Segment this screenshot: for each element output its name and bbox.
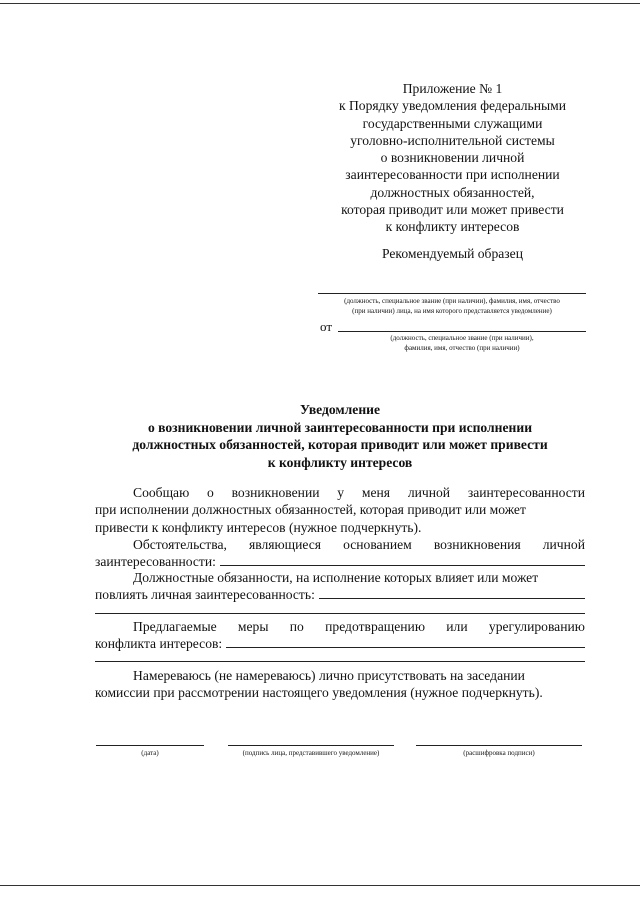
paragraph-report bbox=[95, 484, 585, 536]
addressee-hint-line: (должность, специальное звание (при наличии), фамилия, имя, отчество bbox=[344, 297, 560, 305]
appendix-line: которая приводит или может привести bbox=[341, 202, 564, 218]
paragraph-line: Должностные обязанности, на исполнение которых влияет или может bbox=[133, 570, 539, 585]
date-caption: (дата) bbox=[141, 749, 159, 757]
appendix-line: к конфликту интересов bbox=[385, 219, 520, 235]
measures-fill-line[interactable] bbox=[226, 635, 585, 648]
appendix-line: уголовно-исполнительной системы bbox=[350, 132, 555, 148]
field-label: конфликта интересов: bbox=[95, 636, 223, 652]
from-field-line bbox=[338, 331, 586, 332]
appendix-line: к Порядку уведомления федеральными bbox=[338, 98, 567, 114]
addressee-hint bbox=[318, 296, 586, 316]
paragraph-line: Намереваюсь (не намереваюсь) лично присутствовать на заседании bbox=[133, 668, 525, 683]
notice-title-line: к конфликту интересов bbox=[267, 454, 413, 470]
word: основанием bbox=[343, 537, 412, 552]
signature-caption: (подпись лица, представившего уведомление) bbox=[242, 749, 380, 757]
from-hint bbox=[338, 333, 586, 353]
appendix-line: должностных обязанностей, bbox=[370, 184, 535, 200]
duties-fill-line[interactable] bbox=[319, 586, 585, 599]
paragraph-line bbox=[95, 484, 585, 501]
word: по bbox=[289, 619, 304, 634]
bottom-edge-rule bbox=[0, 885, 640, 886]
word: личной bbox=[542, 537, 585, 552]
word: урегулированию bbox=[488, 619, 585, 634]
paragraph-circumstances bbox=[95, 536, 585, 571]
notice-title-line: должностных обязанностей, которая приводит или может привести bbox=[132, 437, 548, 452]
notice-title bbox=[95, 401, 585, 471]
field-label: повлиять личная заинтересованность: bbox=[95, 587, 315, 603]
word: возникновении bbox=[231, 485, 320, 500]
paragraph-line bbox=[95, 536, 585, 553]
word: меры bbox=[237, 619, 269, 634]
paragraph-line bbox=[95, 618, 585, 635]
appendix-line: о возникновении личной bbox=[380, 150, 525, 166]
paragraph-line bbox=[95, 586, 585, 603]
paragraph-line: при исполнении должностных обязанностей, которая приводит или может bbox=[95, 502, 526, 518]
word: возникновения bbox=[433, 537, 521, 552]
word: Обстоятельства, bbox=[133, 537, 227, 552]
word: предотвращению bbox=[325, 619, 425, 634]
word: личной bbox=[407, 485, 451, 500]
date-line[interactable] bbox=[96, 745, 204, 746]
from-hint-line: фамилия, имя, отчество (при наличии) bbox=[404, 344, 520, 352]
paragraph-measures bbox=[95, 618, 585, 653]
recommended-sample-label: Рекомендуемый образец bbox=[382, 246, 523, 261]
word: являющиеся bbox=[248, 537, 322, 552]
word: о bbox=[207, 485, 214, 500]
measures-extra-line[interactable] bbox=[95, 661, 585, 662]
appendix-line: Приложение № 1 bbox=[402, 81, 503, 96]
word: Предлагаемые bbox=[133, 619, 217, 634]
appendix-line: заинтересованности при исполнении bbox=[345, 167, 560, 183]
signature-line[interactable] bbox=[228, 745, 394, 746]
paragraph-line: привести к конфликту интересов (нужное подчеркнуть). bbox=[95, 519, 422, 535]
addressee-field-line bbox=[318, 293, 586, 294]
addressee-hint-line: (при наличии) лица, на имя которого представляется уведомление) bbox=[352, 307, 552, 315]
notice-title-line: Уведомление bbox=[299, 402, 381, 417]
word: у bbox=[337, 485, 345, 500]
paragraph-line: комиссии при рассмотрении настоящего уведомления (нужное подчеркнуть). bbox=[95, 685, 543, 701]
word: Сообщаю bbox=[133, 485, 190, 500]
duties-extra-line[interactable] bbox=[95, 613, 585, 614]
decoding-line[interactable] bbox=[416, 745, 582, 746]
from-label: от bbox=[320, 319, 333, 334]
circumstances-fill-line[interactable] bbox=[220, 553, 585, 566]
paragraph-duties bbox=[95, 569, 585, 604]
from-hint-line: (должность, специальное звание (при наличии), bbox=[390, 334, 534, 342]
word: меня bbox=[361, 485, 391, 500]
appendix-header bbox=[320, 80, 585, 236]
top-edge-rule bbox=[0, 3, 640, 4]
paragraph-line bbox=[95, 635, 585, 652]
paragraph-attendance bbox=[95, 667, 585, 702]
notice-title-line: о возникновении личной заинтересованности при исполнении bbox=[147, 419, 533, 435]
word: заинтересованности bbox=[467, 485, 585, 500]
field-label: заинтересованности: bbox=[95, 554, 216, 570]
word: или bbox=[446, 619, 468, 634]
appendix-line: государственными служащими bbox=[362, 115, 543, 131]
decoding-caption: (расшифровка подписи) bbox=[463, 749, 535, 757]
